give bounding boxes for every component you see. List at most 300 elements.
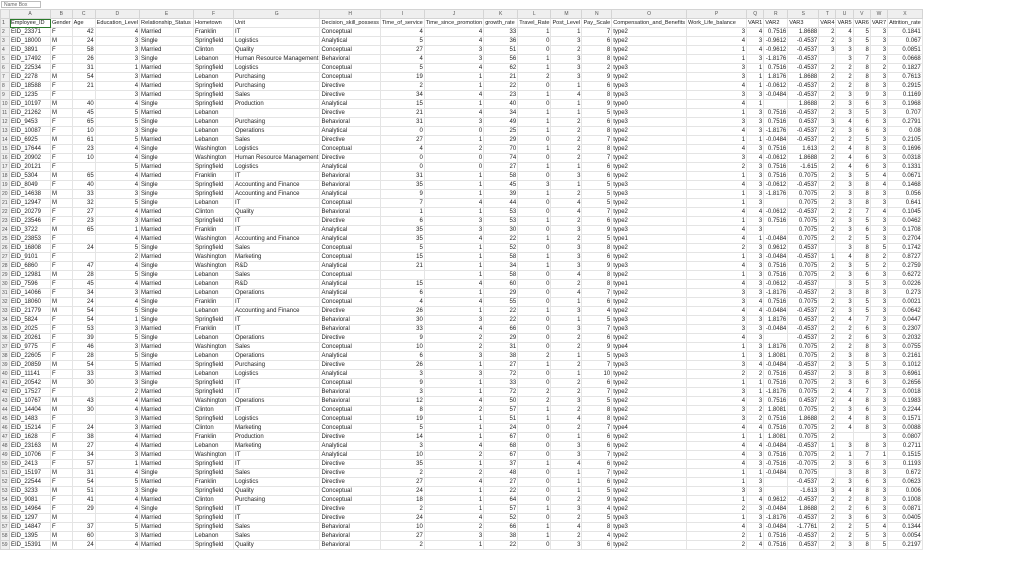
grid-cell[interactable]: 1: [518, 127, 551, 136]
grid-cell[interactable]: 30: [72, 406, 95, 415]
grid-cell[interactable]: 60: [484, 280, 518, 289]
grid-cell[interactable]: 4: [95, 280, 139, 289]
grid-cell[interactable]: 57: [484, 406, 518, 415]
row-number[interactable]: 11: [1, 109, 10, 118]
grid-cell[interactable]: 5: [853, 235, 870, 244]
grid-cell[interactable]: 62: [484, 64, 518, 73]
grid-cell[interactable]: 19: [380, 73, 424, 82]
grid-cell[interactable]: Single: [140, 100, 194, 109]
grid-cell[interactable]: 2: [870, 262, 887, 271]
grid-cell[interactable]: 58: [484, 253, 518, 262]
grid-cell[interactable]: 4: [687, 460, 747, 469]
grid-cell[interactable]: 0.7075: [788, 226, 819, 235]
grid-cell[interactable]: 21: [484, 73, 518, 82]
grid-cell[interactable]: 1: [424, 172, 483, 181]
column-header-x[interactable]: X: [888, 10, 923, 19]
grid-cell[interactable]: 1.8081: [764, 352, 788, 361]
grid-cell[interactable]: -0.0484: [764, 325, 788, 334]
grid-cell[interactable]: Married: [140, 217, 194, 226]
grid-cell[interactable]: 15: [380, 253, 424, 262]
grid-cell[interactable]: 4: [687, 523, 747, 532]
grid-cell[interactable]: Logistics: [234, 37, 320, 46]
grid-cell[interactable]: 0: [518, 100, 551, 109]
grid-cell[interactable]: Conceptual: [320, 379, 381, 388]
grid-cell[interactable]: 1: [551, 109, 582, 118]
grid-cell[interactable]: 3: [870, 487, 887, 496]
grid-cell[interactable]: 18: [380, 496, 424, 505]
grid-cell[interactable]: 2: [687, 244, 747, 253]
grid-cell[interactable]: 2: [819, 433, 836, 442]
grid-cell[interactable]: 2: [551, 127, 582, 136]
grid-cell[interactable]: 0: [518, 37, 551, 46]
grid-cell[interactable]: type2: [612, 73, 687, 82]
grid-cell[interactable]: [819, 469, 836, 478]
grid-cell[interactable]: F: [51, 145, 73, 154]
grid-cell[interactable]: 33: [484, 28, 518, 37]
grid-cell[interactable]: Lebanon: [194, 199, 234, 208]
grid-cell[interactable]: EID_23853: [10, 235, 51, 244]
grid-cell[interactable]: 1: [424, 289, 483, 298]
grid-cell[interactable]: Conceptual: [320, 406, 381, 415]
grid-cell[interactable]: 4: [551, 523, 582, 532]
grid-cell[interactable]: 4: [95, 154, 139, 163]
grid-cell[interactable]: 2: [819, 163, 836, 172]
row-number[interactable]: 43: [2, 398, 8, 404]
grid-cell[interactable]: Springfield: [194, 460, 234, 469]
grid-cell[interactable]: 53: [484, 217, 518, 226]
grid-cell[interactable]: Married: [140, 28, 194, 37]
grid-cell[interactable]: Conceptual: [320, 199, 381, 208]
grid-cell[interactable]: 2: [95, 388, 139, 397]
grid-cell[interactable]: F: [51, 91, 73, 100]
grid-cell[interactable]: 9: [582, 100, 612, 109]
grid-cell[interactable]: 0.1331: [888, 163, 923, 172]
grid-cell[interactable]: EID_23546: [10, 217, 51, 226]
grid-cell[interactable]: Washington: [194, 397, 234, 406]
grid-cell[interactable]: 3: [424, 217, 483, 226]
grid-cell[interactable]: 3: [836, 280, 853, 289]
grid-cell[interactable]: Married: [140, 208, 194, 217]
grid-cell[interactable]: [764, 487, 788, 496]
grid-cell[interactable]: 0: [518, 46, 551, 55]
grid-cell[interactable]: 0.056: [888, 190, 923, 199]
grid-cell[interactable]: 0.7075: [788, 433, 819, 442]
grid-cell[interactable]: 1: [518, 505, 551, 514]
grid-cell[interactable]: 0.0318: [888, 154, 923, 163]
grid-cell[interactable]: [819, 280, 836, 289]
grid-cell[interactable]: [380, 271, 424, 280]
grid-cell[interactable]: 6: [582, 442, 612, 451]
grid-cell[interactable]: 6: [582, 118, 612, 127]
grid-cell[interactable]: Single: [140, 37, 194, 46]
grid-cell[interactable]: 32: [72, 199, 95, 208]
grid-cell[interactable]: Springfield: [194, 217, 234, 226]
grid-cell[interactable]: EID_1483: [10, 415, 51, 424]
field-header-cell[interactable]: Travel_Rate: [519, 20, 550, 26]
grid-cell[interactable]: 3: [747, 127, 764, 136]
grid-cell[interactable]: 31: [72, 469, 95, 478]
grid-cell[interactable]: 1: [424, 262, 483, 271]
grid-cell[interactable]: 4: [551, 199, 582, 208]
grid-cell[interactable]: 3: [95, 487, 139, 496]
grid-cell[interactable]: Springfield: [194, 64, 234, 73]
row-number[interactable]: 37: [2, 344, 8, 350]
grid-cell[interactable]: 26: [380, 307, 424, 316]
row-number[interactable]: 19: [2, 182, 8, 188]
grid-cell[interactable]: 6: [582, 541, 612, 550]
grid-cell[interactable]: 4: [95, 262, 139, 271]
row-number[interactable]: 52: [2, 479, 8, 485]
grid-cell[interactable]: F: [51, 505, 73, 514]
grid-cell[interactable]: -1.8176: [764, 190, 788, 199]
grid-cell[interactable]: 26: [380, 361, 424, 370]
grid-cell[interactable]: -0.0484: [764, 523, 788, 532]
grid-cell[interactable]: 8: [582, 280, 612, 289]
grid-cell[interactable]: 6: [582, 82, 612, 91]
grid-cell[interactable]: Married: [140, 451, 194, 460]
grid-cell[interactable]: 22: [484, 541, 518, 550]
grid-cell[interactable]: 2: [424, 469, 483, 478]
grid-cell[interactable]: type2: [612, 307, 687, 316]
grid-cell[interactable]: Directive: [320, 307, 381, 316]
grid-cell[interactable]: 5: [870, 541, 887, 550]
grid-cell[interactable]: 40: [72, 100, 95, 109]
grid-cell[interactable]: F: [51, 262, 73, 271]
grid-cell[interactable]: Franklin: [194, 433, 234, 442]
grid-cell[interactable]: 2: [836, 64, 853, 73]
grid-cell[interactable]: 2: [551, 424, 582, 433]
grid-cell[interactable]: type4: [612, 424, 687, 433]
grid-cell[interactable]: 8: [582, 523, 612, 532]
grid-cell[interactable]: Directive: [320, 91, 381, 100]
grid-cell[interactable]: 0.08: [888, 127, 923, 136]
grid-cell[interactable]: 4: [551, 289, 582, 298]
row-number[interactable]: 21: [2, 200, 8, 206]
grid-cell[interactable]: 1: [551, 478, 582, 487]
grid-cell[interactable]: Franklin: [194, 325, 234, 334]
grid-cell[interactable]: 6: [582, 334, 612, 343]
grid-cell[interactable]: type2: [612, 136, 687, 145]
grid-cell[interactable]: type1: [612, 280, 687, 289]
grid-cell[interactable]: 4: [687, 37, 747, 46]
grid-cell[interactable]: 3: [551, 253, 582, 262]
grid-cell[interactable]: Clinton: [194, 46, 234, 55]
grid-cell[interactable]: 27: [72, 208, 95, 217]
grid-cell[interactable]: 5: [853, 298, 870, 307]
grid-cell[interactable]: 3: [836, 244, 853, 253]
grid-cell[interactable]: -0.4537: [788, 37, 819, 46]
grid-cell[interactable]: Lebanon: [194, 370, 234, 379]
grid-cell[interactable]: Sales: [234, 532, 320, 541]
grid-cell[interactable]: F: [51, 118, 73, 127]
grid-cell[interactable]: 4: [687, 451, 747, 460]
grid-cell[interactable]: 0.1742: [888, 244, 923, 253]
column-header-v[interactable]: V: [853, 10, 870, 19]
grid-cell[interactable]: 3: [687, 487, 747, 496]
grid-cell[interactable]: Marketing: [234, 424, 320, 433]
grid-cell[interactable]: Behavioral: [320, 541, 381, 550]
grid-cell[interactable]: 8: [582, 145, 612, 154]
grid-cell[interactable]: 3: [551, 325, 582, 334]
grid-cell[interactable]: 3: [747, 325, 764, 334]
field-header-cell[interactable]: Relationship_Status: [140, 19, 194, 28]
grid-cell[interactable]: 4: [95, 496, 139, 505]
grid-cell[interactable]: EID_12947: [10, 199, 51, 208]
grid-cell[interactable]: 9: [380, 190, 424, 199]
grid-cell[interactable]: 0.006: [888, 487, 923, 496]
grid-cell[interactable]: 31: [484, 343, 518, 352]
grid-cell[interactable]: 1: [551, 352, 582, 361]
grid-cell[interactable]: 0.0851: [888, 46, 923, 55]
grid-cell[interactable]: 8: [853, 541, 870, 550]
grid-cell[interactable]: Springfield: [194, 505, 234, 514]
grid-cell[interactable]: 4: [424, 298, 483, 307]
grid-cell[interactable]: 0.4537: [788, 118, 819, 127]
grid-cell[interactable]: [819, 244, 836, 253]
grid-cell[interactable]: 34: [72, 289, 95, 298]
grid-cell[interactable]: type2: [612, 451, 687, 460]
field-header-cell[interactable]: Age: [72, 19, 95, 28]
grid-cell[interactable]: 4: [747, 154, 764, 163]
grid-cell[interactable]: EID_14964: [10, 505, 51, 514]
grid-cell[interactable]: 4: [424, 109, 483, 118]
field-header-cell[interactable]: VAR1: [748, 20, 763, 26]
grid-cell[interactable]: 4: [687, 307, 747, 316]
grid-cell[interactable]: type2: [612, 487, 687, 496]
grid-cell[interactable]: 3: [870, 298, 887, 307]
grid-cell[interactable]: -0.0612: [764, 82, 788, 91]
grid-cell[interactable]: 3: [836, 199, 853, 208]
grid-cell[interactable]: 2: [836, 235, 853, 244]
grid-cell[interactable]: Married: [140, 226, 194, 235]
grid-cell[interactable]: 35: [380, 235, 424, 244]
grid-cell[interactable]: Lebanon: [194, 280, 234, 289]
grid-cell[interactable]: 1: [424, 361, 483, 370]
column-header-k[interactable]: K: [484, 10, 518, 19]
grid-cell[interactable]: [764, 100, 788, 109]
grid-cell[interactable]: 2: [836, 208, 853, 217]
grid-cell[interactable]: type2: [612, 478, 687, 487]
grid-cell[interactable]: 15: [380, 280, 424, 289]
grid-cell[interactable]: 3: [870, 397, 887, 406]
grid-cell[interactable]: EID_20121: [10, 163, 51, 172]
grid-cell[interactable]: Clinton: [194, 208, 234, 217]
grid-cell[interactable]: 0: [518, 487, 551, 496]
grid-cell[interactable]: 1: [424, 388, 483, 397]
grid-cell[interactable]: 5: [95, 163, 139, 172]
grid-cell[interactable]: 0.7516: [764, 532, 788, 541]
grid-cell[interactable]: Human Resource Management: [235, 155, 319, 161]
grid-cell[interactable]: 3: [95, 217, 139, 226]
grid-cell[interactable]: Operations: [234, 127, 320, 136]
grid-cell[interactable]: Behavioral: [320, 181, 381, 190]
grid-cell[interactable]: 1: [518, 217, 551, 226]
grid-cell[interactable]: F: [51, 244, 73, 253]
grid-cell[interactable]: Accounting and Finance: [234, 190, 320, 199]
grid-cell[interactable]: 58: [484, 172, 518, 181]
row-number[interactable]: 17: [2, 164, 8, 170]
grid-cell[interactable]: 1: [424, 100, 483, 109]
grid-cell[interactable]: 72: [484, 370, 518, 379]
grid-cell[interactable]: Quality: [234, 46, 320, 55]
grid-cell[interactable]: 0.7516: [764, 109, 788, 118]
grid-cell[interactable]: Washington: [194, 145, 234, 154]
grid-cell[interactable]: 3: [836, 37, 853, 46]
grid-cell[interactable]: 0.0462: [888, 217, 923, 226]
grid-cell[interactable]: 3: [95, 190, 139, 199]
grid-cell[interactable]: EID_1297: [10, 514, 51, 523]
grid-cell[interactable]: 0.4537: [788, 244, 819, 253]
grid-cell[interactable]: EID_11141: [10, 370, 51, 379]
grid-cell[interactable]: 4: [380, 145, 424, 154]
grid-cell[interactable]: F: [51, 253, 73, 262]
grid-cell[interactable]: 3: [870, 370, 887, 379]
grid-cell[interactable]: 8: [853, 496, 870, 505]
grid-cell[interactable]: 7: [582, 325, 612, 334]
grid-cell[interactable]: 0: [518, 208, 551, 217]
grid-cell[interactable]: 8: [853, 190, 870, 199]
grid-cell[interactable]: Directive: [320, 514, 381, 523]
grid-cell[interactable]: IT: [234, 28, 320, 37]
grid-cell[interactable]: Lebanon: [194, 532, 234, 541]
grid-cell[interactable]: Married: [140, 82, 194, 91]
grid-cell[interactable]: 4: [836, 316, 853, 325]
grid-cell[interactable]: 0.7516: [764, 541, 788, 550]
grid-cell[interactable]: 3: [551, 244, 582, 253]
grid-cell[interactable]: 1: [747, 532, 764, 541]
column-header-g[interactable]: G: [234, 10, 320, 19]
grid-cell[interactable]: 3: [747, 190, 764, 199]
grid-cell[interactable]: Sales: [234, 136, 320, 145]
grid-cell[interactable]: 5: [95, 478, 139, 487]
grid-cell[interactable]: Single: [140, 379, 194, 388]
grid-cell[interactable]: 8: [853, 73, 870, 82]
grid-cell[interactable]: 5: [95, 307, 139, 316]
grid-cell[interactable]: 6: [582, 172, 612, 181]
grid-cell[interactable]: Married: [140, 496, 194, 505]
grid-cell[interactable]: 4: [424, 514, 483, 523]
grid-cell[interactable]: M: [51, 397, 73, 406]
grid-cell[interactable]: 3: [836, 127, 853, 136]
grid-cell[interactable]: 2: [819, 541, 836, 550]
grid-cell[interactable]: 1: [747, 433, 764, 442]
grid-cell[interactable]: 8: [853, 46, 870, 55]
grid-cell[interactable]: 0: [424, 154, 483, 163]
grid-cell[interactable]: Franklin: [194, 28, 234, 37]
grid-cell[interactable]: 2: [836, 82, 853, 91]
grid-cell[interactable]: Lebanon: [194, 73, 234, 82]
grid-cell[interactable]: -0.4537: [788, 478, 819, 487]
row-number[interactable]: 4: [1, 46, 10, 55]
grid-cell[interactable]: Married: [140, 433, 194, 442]
grid-cell[interactable]: Accounting and Finance: [234, 235, 320, 244]
grid-cell[interactable]: 35: [380, 226, 424, 235]
grid-cell[interactable]: 3: [836, 352, 853, 361]
grid-cell[interactable]: F: [51, 127, 73, 136]
grid-cell[interactable]: 64: [484, 496, 518, 505]
grid-cell[interactable]: Springfield: [194, 181, 234, 190]
grid-cell[interactable]: type2: [612, 271, 687, 280]
grid-cell[interactable]: EID_14847: [10, 523, 51, 532]
grid-cell[interactable]: 0: [518, 469, 551, 478]
grid-cell[interactable]: EID_22544: [10, 478, 51, 487]
grid-cell[interactable]: Directive: [320, 505, 381, 514]
grid-cell[interactable]: 1: [687, 271, 747, 280]
grid-cell[interactable]: 6: [582, 163, 612, 172]
grid-cell[interactable]: Directive: [320, 334, 381, 343]
grid-cell[interactable]: 0.9612: [764, 496, 788, 505]
grid-cell[interactable]: Springfield: [194, 415, 234, 424]
grid-cell[interactable]: 3: [747, 217, 764, 226]
grid-cell[interactable]: 0.0755: [888, 343, 923, 352]
grid-cell[interactable]: 4: [836, 253, 853, 262]
grid-cell[interactable]: 5: [95, 109, 139, 118]
grid-cell[interactable]: 5: [853, 307, 870, 316]
grid-cell[interactable]: Conceptual: [320, 28, 381, 37]
grid-cell[interactable]: IT: [234, 460, 320, 469]
grid-cell[interactable]: Springfield: [194, 163, 234, 172]
grid-cell[interactable]: Married: [140, 361, 194, 370]
grid-cell[interactable]: 4: [95, 442, 139, 451]
grid-cell[interactable]: 4: [836, 118, 853, 127]
grid-cell[interactable]: 8: [853, 244, 870, 253]
grid-cell[interactable]: 33: [484, 379, 518, 388]
grid-cell[interactable]: 26: [72, 55, 95, 64]
grid-cell[interactable]: 33: [72, 190, 95, 199]
grid-cell[interactable]: 3: [836, 307, 853, 316]
grid-cell[interactable]: 1.613: [788, 145, 819, 154]
grid-cell[interactable]: EID_15214: [10, 424, 51, 433]
grid-cell[interactable]: 2: [819, 325, 836, 334]
grid-cell[interactable]: 6: [853, 334, 870, 343]
column-header-s[interactable]: S: [788, 10, 819, 19]
grid-cell[interactable]: 56: [484, 55, 518, 64]
grid-cell[interactable]: 8: [853, 487, 870, 496]
grid-cell[interactable]: 28: [72, 271, 95, 280]
grid-cell[interactable]: Springfield: [194, 469, 234, 478]
grid-cell[interactable]: 1: [687, 172, 747, 181]
grid-cell[interactable]: Single: [140, 487, 194, 496]
grid-cell[interactable]: 65: [72, 118, 95, 127]
grid-cell[interactable]: 2: [819, 73, 836, 82]
grid-cell[interactable]: 2: [819, 64, 836, 73]
grid-cell[interactable]: 0.0671: [888, 172, 923, 181]
grid-cell[interactable]: type3: [612, 352, 687, 361]
grid-cell[interactable]: 4: [870, 208, 887, 217]
grid-cell[interactable]: 6: [853, 460, 870, 469]
grid-cell[interactable]: 0.7613: [888, 73, 923, 82]
grid-cell[interactable]: 2: [819, 370, 836, 379]
grid-cell[interactable]: EID_22534: [10, 64, 51, 73]
grid-cell[interactable]: 2: [819, 307, 836, 316]
grid-cell[interactable]: 6: [582, 253, 612, 262]
grid-cell[interactable]: EID_7596: [10, 280, 51, 289]
grid-cell[interactable]: Lebanon: [194, 109, 234, 118]
grid-cell[interactable]: 1: [747, 64, 764, 73]
grid-cell[interactable]: EID_5824: [10, 316, 51, 325]
grid-cell[interactable]: 0.4537: [788, 316, 819, 325]
grid-cell[interactable]: 1: [518, 415, 551, 424]
grid-cell[interactable]: 0.7516: [764, 145, 788, 154]
grid-cell[interactable]: 1.8688: [788, 100, 819, 109]
grid-cell[interactable]: Married: [140, 235, 194, 244]
grid-cell[interactable]: 2: [819, 496, 836, 505]
row-number[interactable]: 6: [1, 64, 10, 73]
grid-cell[interactable]: 7: [853, 451, 870, 460]
grid-cell[interactable]: F: [51, 316, 73, 325]
row-number[interactable]: 44: [2, 407, 8, 413]
grid-cell[interactable]: 53: [484, 208, 518, 217]
